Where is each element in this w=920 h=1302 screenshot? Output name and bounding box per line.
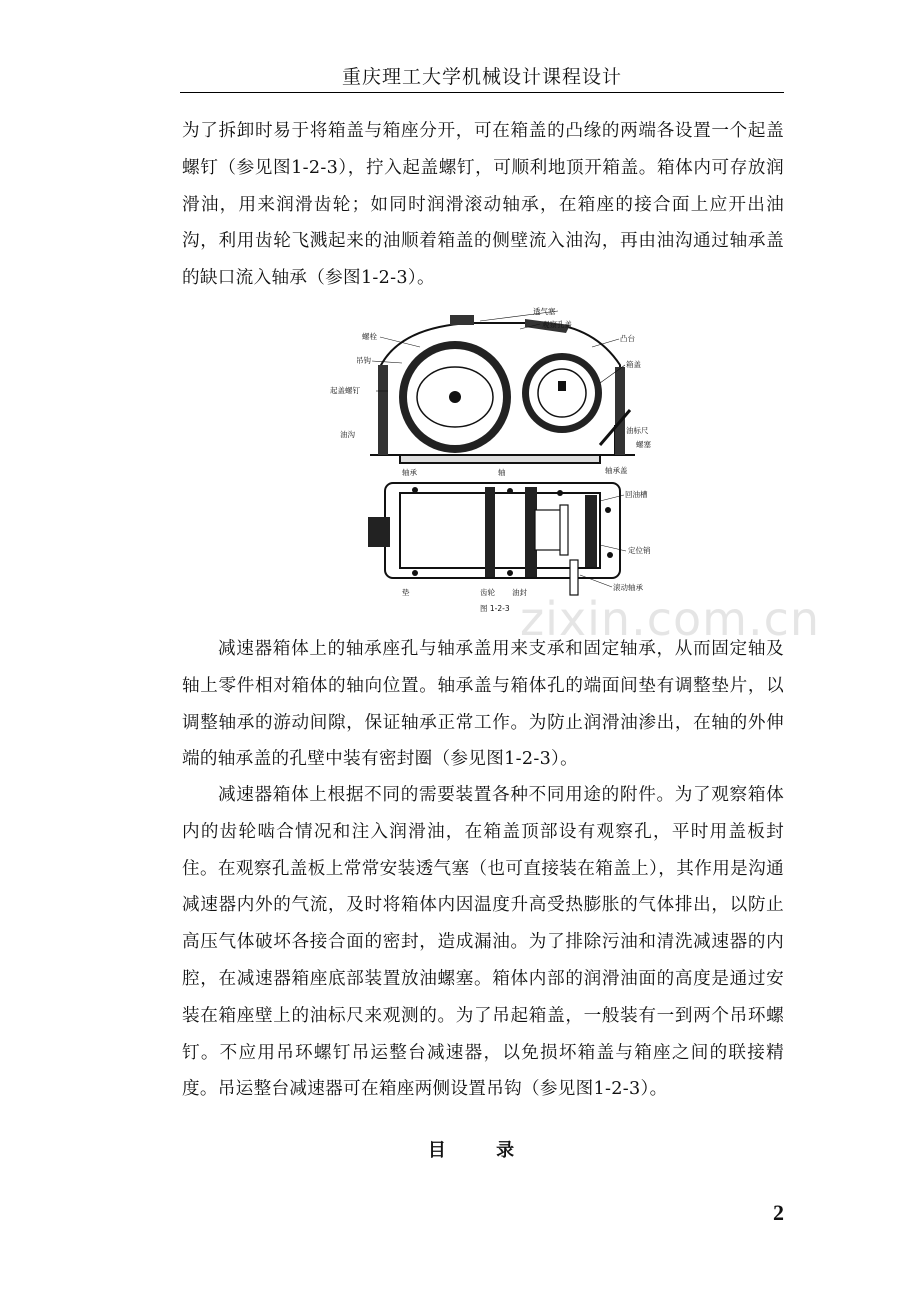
label-inspection-cover: 观察孔盖 [542, 320, 572, 329]
label-washer: 垫 [402, 588, 410, 597]
page-number: 2 [773, 1200, 784, 1225]
label-drain-plug: 螺塞 [636, 440, 651, 449]
label-box-cover: 箱盖 [626, 360, 641, 369]
paragraph-1: 为了拆卸时易于将箱盖与箱座分开，可在箱盖的凸缘的两端各设置一个起盖螺钉（参见图1-2-3），拧入起盖螺钉，可顺利地顶开箱盖。箱体内可存放润滑油，用来润滑齿轮；如同时润滑滚动轴承，在箱座的接合面上应开出油沟，利用齿轮飞溅起来的油顺着箱盖的侧壁流入油沟，再由油沟通过轴承盖的缺口流入轴承（参图1-2-3）。 [182, 121, 784, 289]
large-gear-shape [399, 341, 511, 453]
page-header: 重庆理工大学机械设计课程设计 [341, 66, 622, 88]
small-gear-shape [522, 353, 602, 433]
label-shaft-bearing: 轴承 [402, 468, 417, 477]
toc-title: 目 录 [427, 1140, 537, 1161]
paragraph-2: 减速器箱体上的轴承座孔与轴承盖用来支承和固定轴承，从而固定轴及轴上零件相对箱体的轴向位置。轴承盖与箱体孔的端面间垫有调整垫片，以调整轴承的游动间隙，保证轴承正常工作。为防止润滑油渗出，在轴的外伸端的轴承盖的孔壁中装有密封圈（参见图1-2-3）。 [182, 639, 784, 770]
label-boss: 凸台 [620, 334, 635, 343]
label-hook: 吊钩 [356, 356, 371, 365]
paragraph-3: 减速器箱体上根据不同的需要装置各种不同用途的附件。为了观察箱体内的齿轮啮合情况和注入润滑油，在箱盖顶部设有观察孔，平时用盖板封住。在观察孔盖板上常常安装透气塞（也可直接装在箱盖上），其作用是沟通减速器内外的气流，及时将箱体内因温度升高受热膨胀的气体排出，以防止高压气体破坏各接合面的密封，造成漏油。为了排除污油和清洗减速器的内腔，在减速器箱座底部装置放油螺塞。箱体内部的润滑油面的高度是通过安装在箱座壁上的油标尺来观测的。为了吊起箱盖，一般装有一到两个吊环螺钉。不应用吊环螺钉吊运整台减速器，以免损坏箱盖与箱座之间的联接精度。吊运整台减速器可在箱座两侧设置吊钩（参见图1-2-3）。 [182, 785, 784, 1100]
label-dipstick: 油标尺 [626, 426, 649, 435]
label-seal: 油封 [512, 588, 527, 597]
watermark-text: zixin.com.cn [520, 592, 821, 646]
label-breather: 透气塞 [533, 307, 556, 316]
header-rule [180, 92, 784, 93]
label-lifting-lug: 螺栓 [362, 332, 377, 341]
label-gear: 齿轮 [480, 588, 495, 597]
gear-reducer-drawing [330, 305, 675, 615]
label-jack-screw: 起盖螺钉 [330, 386, 360, 395]
label-oil-return: 回油槽 [625, 490, 648, 499]
figure-caption: 图 1-2-3 [480, 604, 510, 613]
label-locating-pin: 定位销 [628, 546, 651, 555]
label-oil-groove: 油沟 [340, 430, 355, 439]
label-bearing-cover: 轴承盖 [605, 466, 628, 475]
label-shaft: 轴 [498, 468, 506, 477]
gear-reducer-figure [330, 305, 675, 615]
label-rolling-bearing: 滚动轴承 [613, 583, 643, 592]
